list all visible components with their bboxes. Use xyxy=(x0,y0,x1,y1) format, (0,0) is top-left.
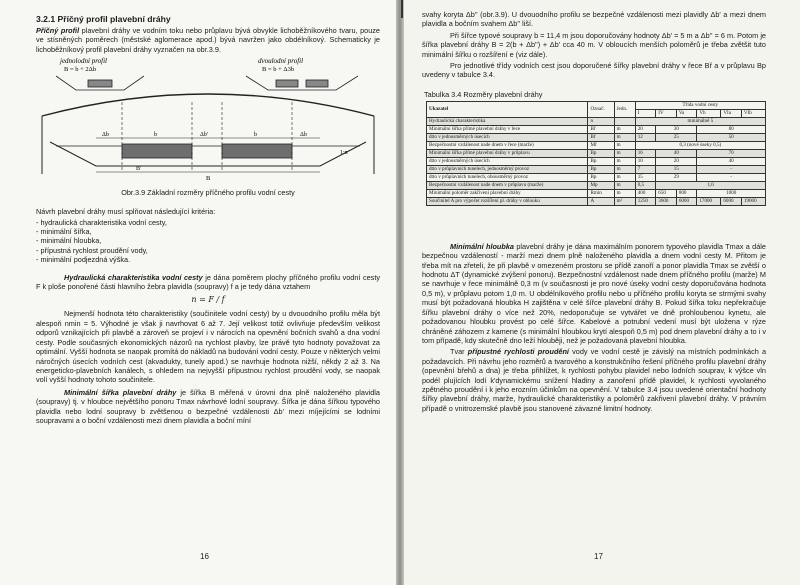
cross-section-figure xyxy=(36,54,380,184)
right-para-1: svahy koryta Δb'' (obr.3.9). U dvouodního profilu se bezpečné vzdálenosti mezi plavidly Δb' a mezi dnem plavidla a bočním svahem Δb'' liší. xyxy=(422,10,766,29)
two-lane-formula: B = b + Δ3b xyxy=(262,66,295,74)
list-item: - minimální hloubka, xyxy=(36,236,102,246)
table-row: Bezpečnostní vzdálenost nade dnem v průplavu (marže) Mp m 0,5 1,0 xyxy=(427,181,766,189)
bookmark-tab xyxy=(401,0,403,18)
book-gutter xyxy=(396,0,404,585)
dimensions-table xyxy=(426,101,766,206)
table-row: dtto v průplavních tunelech, obousměrný provoz Bp m 15 29 - xyxy=(427,173,766,181)
section-heading: 3.2.1 Příčný profil plavební dráhy xyxy=(36,14,171,24)
hydraulic-paragraph-2: Nejmenší hodnota této charakteristiky (součinitele vodní cesty) by u dvouodního profilu měla být alespoň nmin = 5. Výhodné je však ji navrhovat 6 až 7. Její velikost totiž ovlivňuje především velikost odporů vznikajících při plavbě a zároveň se projeví i v nárocích na opevnění bočních svahů a dna vodní cesty. Podle současných ekonomických názorů na rychlost plavby, lze právě tyto hodnoty považovat za optimální. Vyšší hodnota se naopak promítá do nákladů na budování vodní cesty. Pouze v některých velmi náročných úsecích vodních cest (akvadukty, tunely apod.) se navrhuje hodnota nižší, někdy 2 až 3. Na energeticko-plavebních kanálech, s ohledem na nejvyšší přípustnou rychlost proudění vody, se naopak volí vyšší hodnoty tohoto součinitele. xyxy=(36,309,380,385)
intro-paragraph: Příčný profil plavební dráhy ve vodním toku nebo průplavu bývá obvykle lichoběžníkového tvaru, pouze ve stísněných poměrech (městské aglomerace apod.) bývá navržen jako obdélníkový. Schematicky je lichoběžníkový profil plavební dráhy vyznačen na obr.3.9. xyxy=(36,26,380,54)
two-lane-sketch xyxy=(246,76,358,90)
two-lane-label: dvoulodní profil xyxy=(258,57,304,66)
ratio-formula: n = F / f xyxy=(191,295,225,305)
dim-db-left: Δb xyxy=(102,132,109,139)
table-header-cell: VIa xyxy=(721,109,742,117)
right-page xyxy=(404,0,800,585)
table-row: Hydraulická charakteristika n minimálně 5 xyxy=(427,117,766,125)
bridge-arch xyxy=(42,94,374,116)
list-item: - minimální šířka, xyxy=(36,227,92,237)
width-paragraph: Minimální šířka plavební dráhy je šířka B měřená v úrovni dna plně naloženého plavidla (soupravy) tj. v hloubce největšího ponoru Tmax návrhové lodní soupravy. Šířka je dána šířkou typového plavidla nebo lodní soupravy b zvětšenou o bezpečné vzdálenosti Δb' mezi míjejícími se lodními soupravami a o boční vzdálenosti mezi dnem plavidla a boční míní xyxy=(36,387,380,425)
table-header-cell: I xyxy=(635,109,656,117)
depth-paragraph: Minimální hloubka plavební dráhy je dána maximálním ponorem typového plavidla Tmax a dále bezpečnou vzdáleností - marží mezi dnem plně naloženého plavidla a dnem vodní cesty M. Přitom je třeba mít na zřeteli, že při plavbě v omezeném prostoru se přídě zanoří a ponor plavidla Tmax se zvětší o hodnotu ΔT (dynamické zvýšení ponoru). Bezpečnostní vzdálenost nade dnem příčného profilu (marže) M se navrhuje v řece minimálně 0,3 m (v současnosti je pro nové úseky vodní cesty doporučována hodnota 0,5 m), v průplavu potom 1,0 m. U obdélníkového profilu nebo u příčného profilu koryta se strmými svahy musí být požadovaná hloubka H zajištěna v celé šířce plavební dráhy B. Pokud šířka toku nepřekračuje šířku plavební dráhy o více než 20%, nedoporučuje se vytvářet ve dně prohloubenou kynetu, ale požadovanou hloubku provést po celé šířce. Kabelové a potrubní vedení musí být uložena v rýze chráněné záhozem z kamene (s minimální hloubkou krytí alespoň 0,5 m) pod dnem plavební dráhy a to i v tom případě, kdy skutečně dno leží hlouběji, než je požadovaná plavební hloubka. xyxy=(422,241,766,345)
one-lane-label: jednolodní profil xyxy=(60,57,107,66)
dim-db-middle: Δb' xyxy=(200,132,208,139)
list-item: - minimální podjezdná výška. xyxy=(36,255,131,265)
table-header-cell: Jedn. xyxy=(614,101,635,117)
table-header-cell: Označ. xyxy=(588,101,614,117)
table-row: Minimální šířka přímé plavební dráhy v průplavu Bp m 16 40 70 xyxy=(427,149,766,157)
vessel-right xyxy=(222,144,292,158)
dim-db-right: Δb xyxy=(300,132,307,139)
criteria-intro: Návrh plavební dráhy musí splňovat následující kritéria: xyxy=(36,207,216,217)
dim-b-right: b xyxy=(254,132,257,139)
left-page xyxy=(0,0,396,585)
table-header-cell: VIb xyxy=(741,109,765,117)
dim-B: B xyxy=(206,175,211,183)
table-header-cell: Vb xyxy=(697,109,721,117)
table-row: dtto v jednosměrných úsecích Bp m 10 20 40 xyxy=(427,157,766,165)
dim-b-left: b xyxy=(154,132,157,139)
table-row: dtto v jednosměrných úsecích Bř m 12 25 50 xyxy=(427,133,766,141)
table-row: Bezpečnostní vzdálenost nade dnem v řece (marže) Mř m 0,3 (nové úseky 0,5) xyxy=(427,141,766,149)
list-item: - přípustná rychlost proudění vody, xyxy=(36,245,148,255)
table-header-cell: Va xyxy=(676,109,697,117)
figure-caption: Obr.3.9 Základní rozměry příčného profilu vodní cesty xyxy=(121,188,295,198)
right-para-2: Při šířce typové soupravy b = 11,4 m jsou doporučovány hodnoty Δb' = 5 m a Δb'' = 6 m. Potom je šířka plavební dráhy B = 2(b + Δb'') + Δb' cca 40 m. V obloucích menších poloměrů je třeba zvětšit tuto minimální šířku o rozšíření e (viz dále). xyxy=(422,30,766,59)
one-lane-formula: B = b + 2Δb xyxy=(64,66,97,74)
table-header-cell: Ukazatel xyxy=(427,101,588,117)
right-para-3: Pro jednotlivé třídy vodních cest jsou doporučené šířky plavební dráhy v řece Bř a v průplavu Bp uvedeny v tabulce 3.4. xyxy=(422,61,766,80)
dim-slope: 1:n xyxy=(340,150,348,157)
dim-Bprime: B' xyxy=(136,166,142,173)
table-caption: Tabulka 3.4 Rozměry plavební dráhy xyxy=(424,89,543,99)
one-lane-sketch xyxy=(56,76,144,90)
table-row: Součinitel A pro výpočet rozšíření pl. dráhy v oblouku A m² 1250 3600 6000 17000 6000 19000 xyxy=(427,197,766,205)
criteria-list xyxy=(36,218,380,265)
page-number-right: 17 xyxy=(594,552,603,561)
speed-paragraph: Tvar přípustné rychlosti proudění vody ve vodní cestě je závislý na místních podmínkách a požadavcích. Při návrhu jeho rozměrů a tvarového a konstrukčního řešení příčného profilu plavební dráhy (opevnění břehů a dna) je třeba přihlížet, k rychlosti pohybu plavidel nebo lodních souprav, k výšce vln podél plujících lodí k'dynamickému snížení hladiny a zanoření přídě plavidel, k rychlosti vyvolaného zpětného proudění i k jeho erozním účinkům na opevnění. V tabulce 3.4 jsou uvedené orientační hodnoty šířky plavební dráhy, marže, hydraulické charakteristiky a poloměrů zakřivení plavební dráhy. V právním případě o vnitrozemské plavbě jsou stanovené závazné limitní hodnoty. xyxy=(422,347,767,413)
vessel-left xyxy=(122,144,192,158)
page-number-left: 16 xyxy=(200,552,209,561)
table-row: Minimální šířka přímé plavební dráhy v řece Bř m 20 30 80 xyxy=(427,125,766,133)
hydraulic-paragraph: Hydraulická charakteristika vodní cesty je dána poměrem plochy příčného profilu vodní cesty F k ploše ponořené části hlavního žebra plavidla (soupravy) f a je tedy dána vztahem xyxy=(36,272,380,292)
table-row: Minimální poloměr zakřivení plavební dráhy Rmin m 400 650 800 1000 xyxy=(427,189,766,197)
table-row: dtto v průplavních tunelech, jednosměrný provoz Bp m 7 15 - xyxy=(427,165,766,173)
table-header-cell: Třída vodní cesty xyxy=(635,101,765,109)
list-item: - hydraulická charakteristika vodní cesty, xyxy=(36,217,167,227)
table-header-cell: IV xyxy=(656,109,677,117)
